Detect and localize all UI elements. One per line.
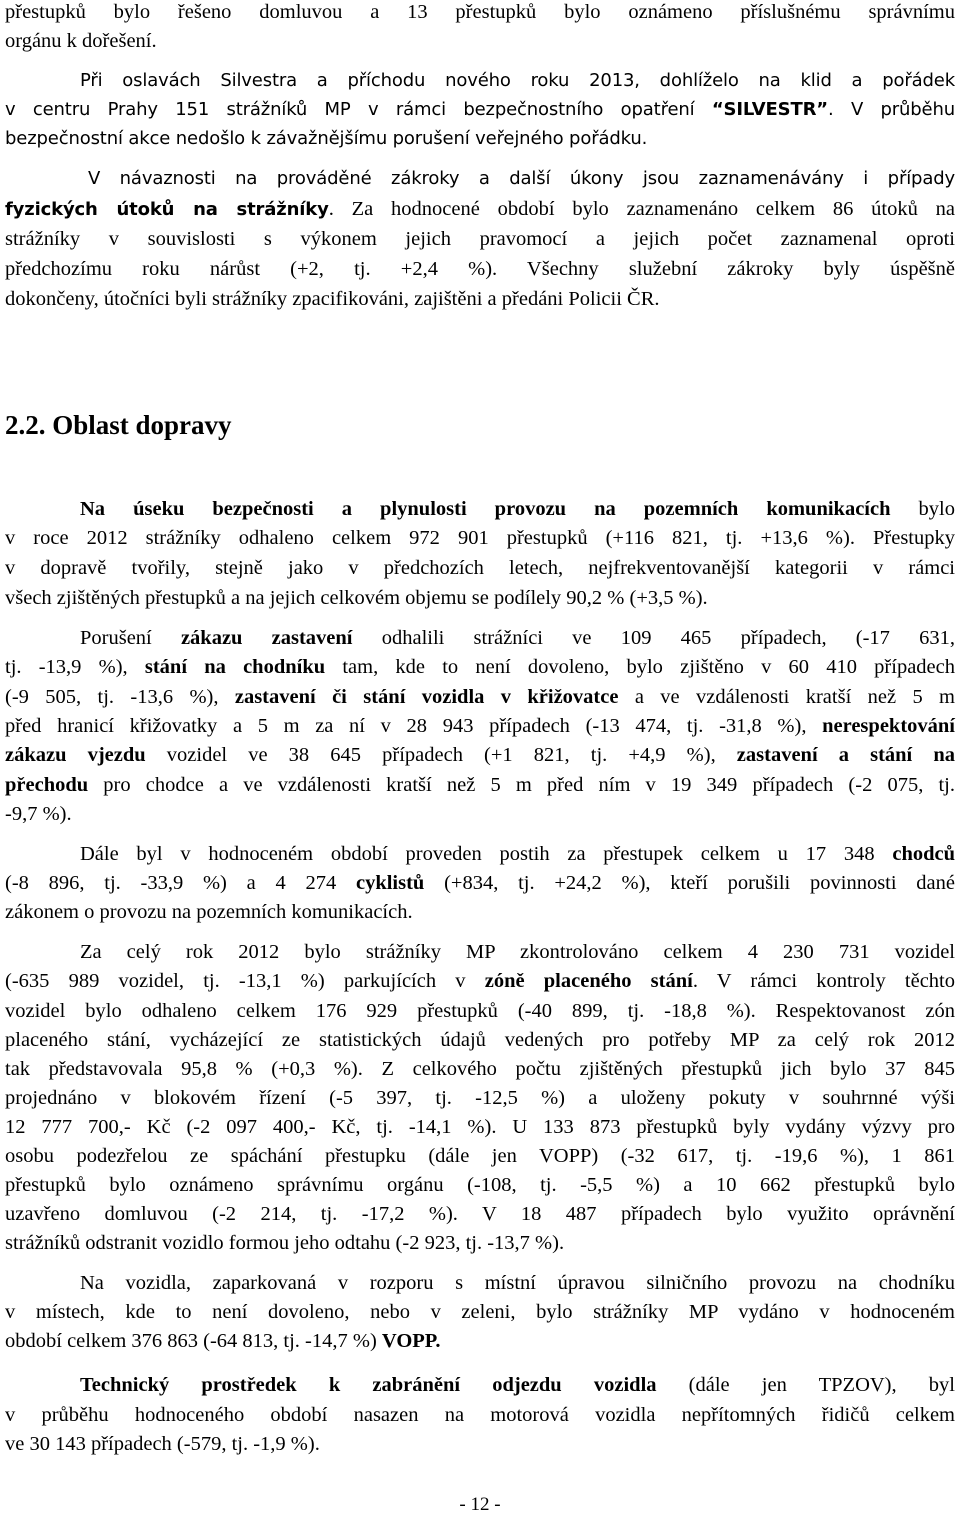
text-line: (-8 896, tj. -33,9 %) a 4 274 cyklistů (+834, tj. +24,2 %), kteří porušili povinnosti dané — [5, 872, 956, 894]
text-line: v roce 2012 strážníky odhaleno celkem 972 901 přestupků (+116 821, tj. +13,6 %). Přestupky — [5, 527, 955, 549]
emphasis: přechodu — [5, 774, 89, 796]
section-heading: 2.2. Oblast dopravy — [5, 410, 232, 440]
emphasis: Na úseku bezpečnosti a plynulosti provozu na pozemních komunikacích — [80, 498, 891, 520]
page-number: - 12 - — [459, 1494, 501, 1515]
text-line: Za celý rok 2012 bylo strážníky MP zkontrolováno celkem 4 230 731 vozidel — [80, 941, 955, 963]
text-line: -9,7 %). — [5, 803, 72, 825]
text-line: placeného stání, vycházející ze statistických údajů vedených pro potřeby MP za celý rok 2012 — [5, 1029, 955, 1051]
text-line: ve 30 143 případech (-579, tj. -1,9 %). — [5, 1433, 320, 1455]
text-line: strážníky v souvislosti s výkonem jejich pravomocí a jejich počet zaznamenal oproti — [5, 228, 955, 250]
text-line: předchozímu roku nárůst (+2, tj. +2,4 %). Všechny služební zákroky byly úspěšně — [5, 258, 955, 280]
text-line: přechodu pro chodce a ve vzdálenosti kratší než 5 m před ním v 19 349 případech (-2 075, tj. — [5, 774, 955, 796]
text-line: zákonem o provozu na pozemních komunikacích. — [5, 901, 413, 923]
emphasis: zastavení a stání na — [736, 744, 955, 766]
text-line: přestupků bylo řešeno domluvou a 13 přestupků bylo oznámeno příslušnému správnímu — [5, 1, 955, 23]
emphasis: zóně placeného stání — [484, 970, 693, 992]
text-line: přestupků bylo oznámeno správnímu orgánu (-108, tj. -5,5 %) a 10 662 přestupků bylo — [5, 1174, 955, 1196]
text-line: strážníků odstranit vozidlo formou jeho odtahu (-2 923, tj. -13,7 %). — [5, 1232, 565, 1254]
emphasis: fyzických útoků na strážníky — [5, 199, 329, 220]
text-line: orgánu k dořešení. — [5, 30, 157, 52]
emphasis: zastavení či stání vozidla v křižovatce — [234, 686, 619, 708]
text-line: v centru Prahy 151 strážníků MP v rámci bezpečnostního opatření “SILVESTR”. V průběhu — [5, 99, 955, 120]
text-line: osobu podezřelou ze spáchání přestupku (dále jen VOPP) (-32 617, tj. -19,6 %), 1 861 — [5, 1145, 955, 1167]
text-line: tak představovala 95,8 % (+0,3 %). Z celkového počtu zjištěných přestupků jich bylo 37 845 — [5, 1058, 955, 1080]
emphasis: zákazu zastavení — [180, 627, 353, 649]
text-line: před hranicí křižovatky a 5 m za ní v 28 943 případech (-13 474, tj. -31,8 %), nerespektování — [5, 715, 955, 737]
text-line: Technický prostředek k zabránění odjezdu vozidla (dále jen TPZOV), byl — [80, 1374, 955, 1396]
emphasis: nerespektování — [822, 715, 955, 737]
text-line: projednáno v blokovém řízení (-5 397, tj. -12,5 %) a uloženy pokuty v souhrnné výši — [5, 1087, 955, 1109]
text-line: vozidel bylo odhaleno celkem 176 929 přestupků (-40 899, tj. -18,8 %). Respektovanost zón — [5, 1000, 955, 1022]
emphasis: Technický prostředek k zabránění odjezdu vozidla — [80, 1374, 657, 1396]
text-line: Na vozidla, zaparkovaná v rozporu s místní úpravou silničního provozu na chodníku — [80, 1272, 955, 1294]
text-line: 12 777 700,- Kč (-2 097 400,- Kč, tj. -14,1 %). U 133 873 přestupků byly vydány výzvy pro — [5, 1116, 955, 1138]
text-line: Dále byl v hodnoceném období proveden postih za přestupek celkem u 17 348 chodců — [80, 843, 955, 865]
text-line: tj. -13,9 %), stání na chodníku tam, kde to není dovoleno, bylo zjištěno v 60 410 případech — [5, 656, 955, 678]
text-line: zákazu vjezdu vozidel ve 38 645 případech (+1 821, tj. +4,9 %), zastavení a stání na — [5, 744, 955, 766]
emphasis: chodců — [892, 843, 955, 865]
text-line: dokončeny, útočníci byli strážníky zpacifikováni, zajištěni a předáni Policii ČR. — [5, 288, 660, 310]
silvestr-emphasis: “SILVESTR” — [711, 99, 828, 120]
text-line: uzavřeno domluvou (-2 214, tj. -17,2 %). V 18 487 případech bylo využito oprávnění — [5, 1203, 955, 1225]
text-line: období celkem 376 863 (-64 813, tj. -14,7 %) VOPP. — [5, 1330, 441, 1352]
text-line: Na úseku bezpečnosti a plynulosti provozu na pozemních komunikacích bylo — [80, 498, 955, 520]
text-line: v průběhu hodnoceného období nasazen na motorová vozidla nepřítomných řidičů celkem — [5, 1404, 955, 1426]
text-line: všech zjištěných přestupků a na jejich celkovém objemu se podílely 90,2 % (+3,5 %). — [5, 587, 708, 609]
emphasis: zákazu vjezdu — [5, 744, 146, 766]
text-line: Porušení zákazu zastavení odhalili strážníci ve 109 465 případech, (-17 631, — [80, 627, 956, 649]
text-line: v dopravě tvořily, stejně jako v předchozích letech, nejfrekventovanější kategorii v rámci — [5, 557, 955, 579]
text-line: fyzických útoků na strážníky. Za hodnocené období bylo zaznamenáno celkem 86 útoků na — [5, 198, 955, 220]
text-line: V návaznosti na prováděné zákroky a další úkony jsou zaznamenávány i případy — [88, 168, 955, 189]
text-line: (-9 505, tj. -13,6 %), zastavení či stání vozidla v křižovatce a ve vzdálenosti kratší než 5 m — [5, 686, 956, 708]
emphasis: cyklistů — [355, 872, 425, 894]
text-line: bezpečnostní akce nedošlo k závažnějšímu porušení veřejného pořádku. — [5, 128, 648, 149]
text-line: (-635 989 vozidel, tj. -13,1 %) parkujících v zóně placeného stání. V rámci kontroly těchto — [5, 970, 955, 992]
text-line: v místech, kde to není dovoleno, nebo v zeleni, bylo strážníky MP vydáno v hodnoceném — [5, 1301, 955, 1323]
text-line: Při oslavách Silvestra a příchodu nového roku 2013, dohlíželo na klid a pořádek — [80, 70, 955, 91]
emphasis: stání na chodníku — [144, 656, 326, 678]
emphasis: VOPP. — [381, 1330, 441, 1352]
